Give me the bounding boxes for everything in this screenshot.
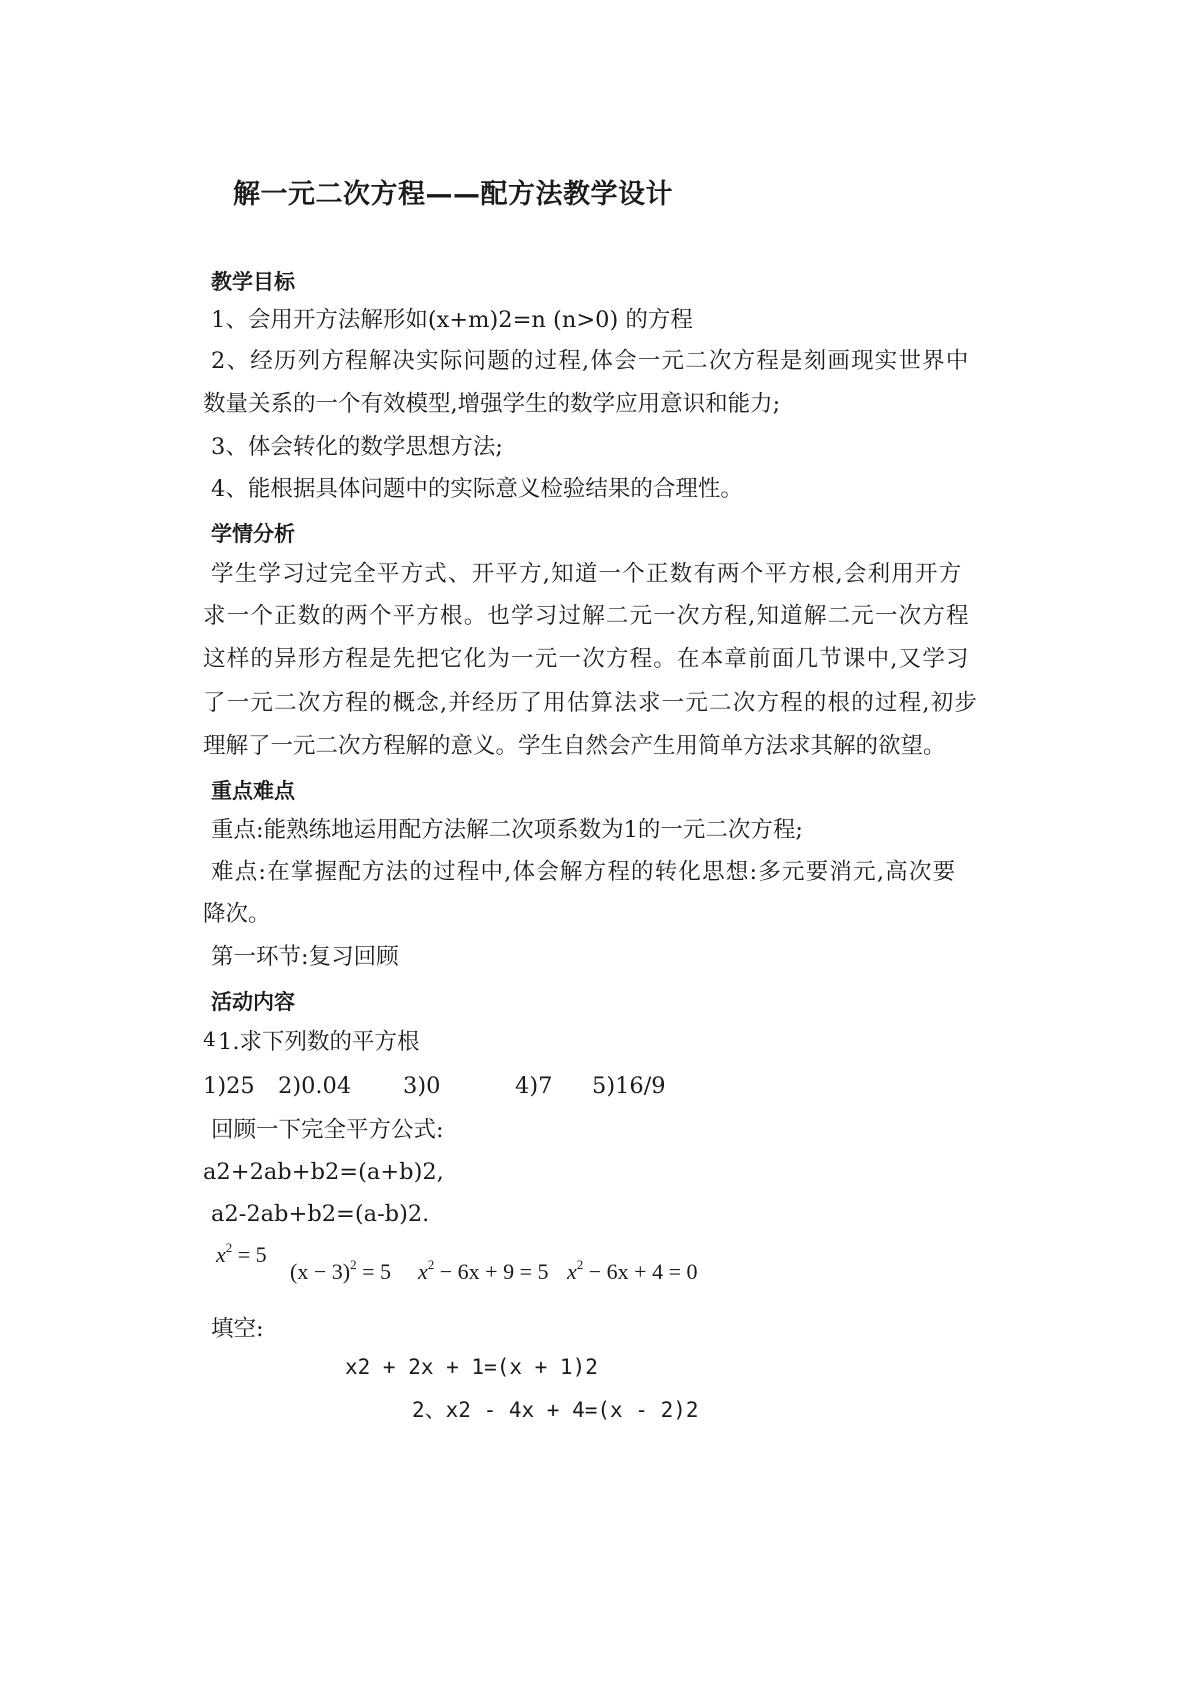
q1-item-4: 4)7 <box>515 1073 553 1099</box>
document-title: 解一元二次方程——配方法教学设计 <box>233 179 673 210</box>
analysis-line-4: 了一元二次方程的概念,并经历了用估算法求一元二次方程的根的过程,初步 <box>203 690 979 716</box>
difficult-point-cont: 降次。 <box>203 901 271 927</box>
equation-2: $(x - 3)^2 = 5$ <box>290 1257 391 1284</box>
equation-1: $x^2 = 5$ <box>216 1240 267 1267</box>
q1-item-2: 2)0.04 <box>278 1073 352 1099</box>
formula-square-diff: a2-2ab+b2=(a-b)2. <box>211 1201 430 1227</box>
goal-item-4: 4、能根据具体问题中的实际意义检验结果的合理性。 <box>211 476 743 502</box>
review-formula-label: 回顾一下完全平方公式: <box>211 1117 444 1143</box>
stage-1-label: 第一环节:复习回顾 <box>211 944 399 970</box>
fill-in-label: 填空: <box>211 1316 264 1342</box>
goal-item-3: 3、体会转化的数学思想方法; <box>211 434 503 460</box>
q1-item-3: 3)0 <box>403 1073 441 1099</box>
goal-item-2: 2、经历列方程解决实际问题的过程,体会一元二次方程是刻画现实世界中 <box>211 348 970 374</box>
goal-item-2-cont: 数量关系的一个有效模型,增强学生的数学应用意识和能力; <box>203 391 781 417</box>
heading-activity-content: 活动内容 <box>211 990 295 1014</box>
analysis-line-5: 理解了一元二次方程解的意义。学生自然会产生用简单方法求其解的欲望。 <box>203 733 946 759</box>
equation-4: $x^2 - 6x + 4 = 0$ <box>567 1257 698 1284</box>
formula-square-sum: a2+2ab+b2=(a+b)2, <box>203 1159 444 1185</box>
question-1: 1.求下列数的平方根 <box>218 1029 420 1055</box>
fill-in-equation-2: 2、x2 - 4x + 4=(x - 2)2 <box>412 1398 699 1422</box>
q1-item-5: 5)16/9 <box>592 1073 666 1099</box>
equation-3: $x^2 - 6x + 9 = 5$ <box>418 1257 549 1284</box>
analysis-line-3: 这样的异形方程是先把它化为一元一次方程。在本章前面几节课中,又学习 <box>203 646 970 672</box>
analysis-line-2: 求一个正数的两个平方根。也学习过解二元一次方程,知道解二元一次方程 <box>203 603 970 629</box>
heading-student-analysis: 学情分析 <box>211 522 295 546</box>
difficult-point-line: 难点:在掌握配方法的过程中,体会解方程的转化思想:多元要消元,高次要 <box>211 859 957 885</box>
key-point-line: 重点:能熟练地运用配方法解二次项系数为1的一元二次方程; <box>211 817 803 843</box>
analysis-line-1: 学生学习过完全平方式、开平方,知道一个正数有两个平方根,会利用开方 <box>211 561 963 587</box>
q1-item-1: 1)25 <box>203 1073 255 1099</box>
fill-in-equation-1: x2 + 2x + 1=(x + 1)2 <box>345 1355 598 1379</box>
goal-item-1: 1、会用开方法解形如(x+m)2=n (n>0) 的方程 <box>211 307 693 333</box>
list-marker: 4 <box>203 1027 216 1051</box>
heading-teaching-goals: 教学目标 <box>211 270 295 294</box>
heading-key-difficult-points: 重点难点 <box>211 779 295 803</box>
